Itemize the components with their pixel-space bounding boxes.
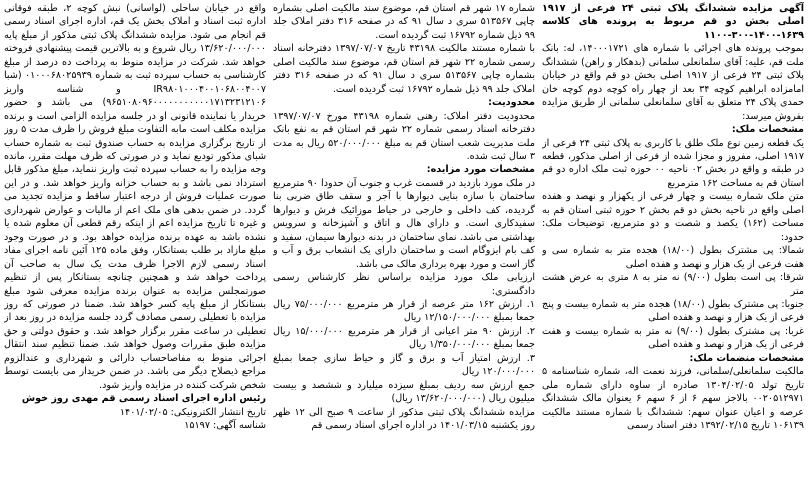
notice-paragraph: مزایده ششدانگ پلاک ثبتی مذکور از ساعت ۹ صبح الی ۱۲ ظهر روز یکشنبه ۱۴۰۱/۰۳/۱۵ در اداره اجرای اسناد رسمی قم (273, 406, 535, 432)
valuation-item: ۲. ارزش ۹۰ متر اعیانی از قرار هر مترمربع ۱۵/۰۰۰/۰۰۰ ریال جمعا بمبلغ ۱/۳۵۰/۰۰۰/۰۰۰ ریال (273, 325, 535, 351)
boundary-south: جنوبا: پی مشترک بطول (۱۸/۰۰) هجده متر به شماره بیست و پنج فرعی از یک هزار و نهصد و هفده اصلی (542, 298, 804, 324)
notice-column-middle (273, 2, 535, 495)
notice-paragraph: ارزیابی ملک مورد مزایده براساس نظر کارشناس رسمی دادگستری: (273, 272, 535, 297)
boundary-north: شمالا: پی مشترک بطول (۱۸/۰۰) هجده متر به شماره سی و هفت فرعی از یک هزار و نهصد و هفده اصلی (542, 245, 804, 270)
notice-paragraph: شماره ۱۷ شهر قم استان قم، موضوع سند مالکیت اصلی بشماره چاپی ۵۱۳۵۶۷ سری د سال ۹۱ که در صفحه ۳۱۶ دفتر املاک جلد ۹۹ ذیل شماره ۱۶۷۹۲ ثبت گردیده است. (273, 3, 535, 41)
notice-column-left (4, 2, 266, 495)
notice-paragraph: با شماره مستند مالکیت ۴۳۱۹۸ تاریخ ۱۳۹۷/۰۷/۰۷ دفترخانه اسناد رسمی شماره ۲۲ شهر قم استان قم، موضوع سند مالکیت اصلی بشماره چاپی ۵۱۳۵۶۷ سری د سال ۹۱ که در صفحه ۳۱۶ دفتر املاک جلد ۹۹ ذیل شماره ۱۶۷۹۲ ثبت گردیده است. (273, 43, 535, 95)
section-heading-restriction: محدودیت: (488, 97, 535, 109)
signature: رئیس اداره اجرای اسناد رسمی قم مهدی روز خوش (21, 393, 266, 405)
notice-column-right (542, 2, 804, 495)
boundary-east: شرقا: پی است بطول (۹/۰۰) نه متر به ۸ متری به عرض هشت متر (542, 272, 804, 297)
notice-paragraph: یک قطعه زمین نوع ملک طلق با کاربری به پلاک ثبتی ۲۴ فرعی از ۱۹۱۷ اصلی، مفروز و مجزا شده از فرعی از اصلی مذکور، قطعه در طبقه و واقع در بخش ۰۲ ناحیه ۰۰ حوزه ثبت ملک اداره دو قم استان قم به مساحت ۱۶۲ مترمربع (542, 137, 804, 189)
valuation-item: ۱. ارزش ۱۶۲ متر عرصه از قرار هر مترمربع ۷۵/۰۰۰/۰۰۰ ریال جمعا بمبلغ ۱۲/۱۵۰/۰۰۰/۰۰۰ ریال (273, 298, 535, 324)
valuation-item: ۳. ارزش امتیاز آب و برق و گاز و حیاط سازی جمعا بمبلغ ۱۲۰/۰۰۰/۰۰۰ ریال (273, 352, 535, 378)
section-heading-auction-item: مشخصات مورد مزایده: (426, 164, 535, 176)
notice-paragraph: محدودیت دفتر املاک: رهنی شماره ۴۳۱۹۸ مورخ ۱۳۹۷/۰۷/۰۷ دفترخانه اسناد رسمی شماره ۲۲ شهر قم استان قم به نفع بانک ملت مدیریت شعب استان قم به مبلغ ۵۲۰/۰۰۰/۰۰۰ ریال به مدت ۳ سال ثبت شده. (273, 110, 535, 162)
notice-paragraph: مالکیت سلمانعلی/سلمانی، فرزند نعمت اله، شماره شناسنامه ۵ تاریخ تولد ۱۳۰۴/۰۲/۰۵ صادره از ساوه دارای شماره ملی ۰۰۲۰۵۱۲۹۷۱ بالاجز سهم ۶ از ۶ سهم ۶ یعنوان مالک ششدانگ عرصه و اعیان عنوان سهم: ششدانگ با شماره مستند مالکیت ۱۰۶۱۳۹ تاریخ ۱۳۹۲/۰۲/۱۵ دفتر اسناد رسمی (542, 366, 804, 432)
section-heading-appendages: مشخصات منضمات ملک: (689, 352, 804, 364)
notice-paragraph: بموجب پرونده های اجرائی با شماره های ۱۴۰۰۰۱۷۲۱، له: بانک ملت قم، علیه: آقای سلمانعلی سلمانی (بدهکار و راهن) ششدانگ پلاک ثبتی ۲۴ فرعی از ۱۹۱۷ اصلی بخش دو قم واقع در خیابان امامزاده ابراهیم کوچه ۳۴ بعد از چهار راه کوچه دوم کوچه خان حمدی پلاک ۲۴ متعلق به آقای سلمانعلی سلمانی از طریق مزایده بفروش میرسد: (542, 43, 804, 122)
notice-paragraph: واقع در خیابان ساحلی (لواسانی) نبش کوچه ۲، طبقه فوقانی اداره ثبت اسناد و املاک بخش یک قم، اداره اجرای اسناد رسمی قم انجام می شود. مزایده ششدانگ پلاک ثبتی مذکور از مبلغ پایه ۱۳/۶۲۰/۰۰۰/۰۰۰ ریال شروع و به بالاترین قیمت پیشنهادی فروخته خواهد شد. شرکت در مزایده منوط به پرداخت ده درصد از مبلغ کارشناسی به حساب سپرده ثبت به شماره ۰۱۰۰۰۶۸۰۲۵۹۳۹ (شبا IR۹۸۰۱۰۰۰۴۰۰۱۰۶۸۰۰۴۰۰۷ و شناسه واریز ۹۶۵۱۰۸۰۹۶۰۰۰۰۰۰۰۰۰۰۰۱۷۱۳۲۳۱۲۱۰۶) می باشد و حضور خریدار یا نماینده قانونی او در جلسه مزایده الزامی است و برنده مزایده مکلف است مابه التفاوت مبلغ فروش را ظرف مدت ۵ روز از تاریخ برگزاری مزایده به حساب صندوق ثبت به شماره حساب شبای مذکور تودیع نماید و در صورتی که ظرف مهلت مقرر، مانده وجه مزایده را به حساب سپرده ثبت واریز ننماید، مبلغ مذکور قابل استرداد نمی باشد و به حساب خزانه واریز خواهد شد. و در این صورت عملیات فروش از درجه اعتبار ساقط و مزایده تجدید می گردد. در ضمن بدهی های ملک اعم از مالیات و عوارض شهرداری و غیره تا تاریخ مزایده اعم از اینکه رقم قطعی آن معلوم شده یا نشده باشد به عهده برنده مزایده خواهد بود. و در صورت وجود مبلغ مازاد بر طلب بستانکار، وفق ماده ۱۲۵ آئین نامه اجرای مفاد اسناد رسمی لازم الاجرا ظرف مدت یک سال به صاحب آن پرداخت خواهد شد و همچنین چنانچه بستانکار پس از تنظیم صورتمجلس مزایده به عنوان برنده مزایده معرفی شود مبلغ بستانکار از مبلغ پایه کسر خواهد شد. ضمنا در صورتی که روز مزایده با تعطیلی رسمی مصادف گردد جلسه مزایده در روز بعد از تعطیلی در ساعت مقرر برگزار خواهد شد. و حقوق دولتی و حق مزایده طبق مقررات وصول خواهد شد. ضمنا تنظیم سند انتقال اجرائی منوط به مفاصاحساب دارائی و شهرداری و عندالزوم مراجع ذیصلاح دیگر می باشد. در ضمن خریدار می بایست توسط شخص شرکت کننده در مزایده واریز شود. (4, 3, 266, 391)
notice-title: آگهی مزایده ششدانگ پلاک ثبتی ۲۴ فرعی از ۱۹۱۷ اصلی بخش دو قم مربوط به پرونده های کلاسه ۱۶۳۹-۱۴۰۰-۳۰۰-۱۱۰۰ (542, 3, 804, 41)
valuation-total: جمع ارزش سه ردیف بمبلغ سیزده میلیارد و ششصد و بیست میلیون ریال (۱۳/۶۲۰/۰۰۰/۰۰۰ ریال) (273, 379, 535, 405)
publish-date: تاریخ انتشار الکترونیکی: ۱۴۰۱/۰۲/۰۵ (119, 406, 266, 418)
notice-paragraph: در ملک مورد بازدید در قسمت غرب و جنوب آن حدودا ۹۰ مترمربع ساختمان با سازه بنایی دیوارها با آجر و سقف طاق ضربی بنا گردیده، کف داخلی و خارجی در حیاط موزائیک فرش و دیوارها سفیدکاری است. و دارای هال و اتاق و آشپزخانه و سرویس بهداشتی می باشد. نمای ساختمان در بدنه دیوارها سیمان، سفید و کف بام ایزوگام است و ساختمان دارای یک انشعاب برق و آب و گاز است و مورد بهره برداری مالک می باشد. (273, 177, 535, 270)
notice-paragraph: متن ملک شماره بیست و چهار فرعی از یکهزار و نهصد و هفده اصلی واقع در ناحیه بخش دو قم بخش ۲ حوزه ثبتی استان قم به مساحت (۱۶۲) یکصد و شصت و دو مترمربع، توضیحات ملک: حدود: (542, 191, 804, 243)
boundary-west: غربا: پی مشترک بطول (۹/۰۰) نه متر به شماره بیست و هفت فرعی از یک هزار و نهصد و هفده اصلی (542, 325, 804, 351)
notice-id: شناسه آگهی: ۱۵۱۹۷ (184, 420, 266, 432)
section-heading-property-specs: مشخصات ملک: (731, 124, 804, 136)
